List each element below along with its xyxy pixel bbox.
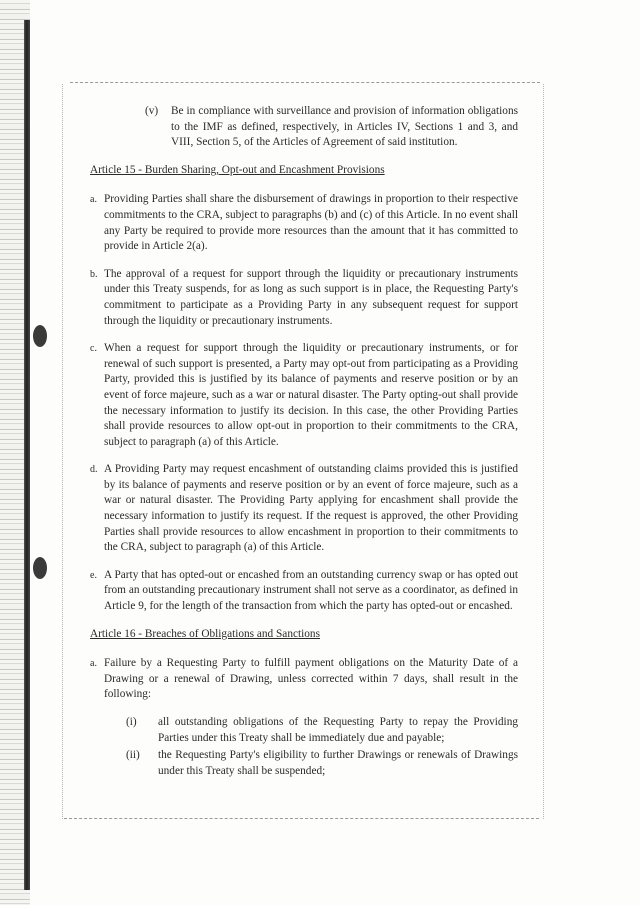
page-frame-left: [62, 84, 63, 819]
article-16-subitem-i: [126, 715, 518, 746]
page-frame-right: [543, 84, 544, 819]
item-label: (ii): [126, 749, 140, 762]
item-label: (i): [126, 716, 137, 728]
punch-hole: [33, 325, 47, 347]
article-16-heading: Article 16 - Breaches of Obligations and Sanctions: [90, 627, 320, 640]
list-item-v: [145, 104, 518, 151]
article-16-subitem-ii: [126, 748, 518, 779]
item-text: A Party that has opted-out or encashed from an outstanding currency swap or has opted out from an outstanding precautionary instrument shall not serve as a coordinator, as defined in Article 9, for the length of the transaction from which the party has opted-out or encashed.: [104, 568, 518, 613]
item-label: e.: [90, 569, 97, 581]
document-body: [90, 104, 518, 781]
article-16-item-a: [90, 656, 518, 703]
item-text: When a request for support through the liquidity or precautionary instruments, or for renewal of such support is presented, a Party may opt-out from participating as a Providing Party, provided this is justified by its balance of payments and reserve position or by an event of force majeure, such as a war or natural disaster. The Party opting-out shall provide the necessary information to justify its decision. In this case, the other Providing Parties shall provide resources to allow opt-out in proportion to their commitments to the CRA, subject to paragraph (a) of this Article.: [104, 342, 518, 448]
item-label: a.: [90, 194, 97, 206]
article-15-item-b: [90, 267, 518, 329]
item-label: b.: [90, 268, 98, 280]
item-text: Failure by a Requesting Party to fulfill payment obligations on the Maturity Date of a Drawing or a renewal of Drawing, unless corrected within 7 days, shall result in the following:: [104, 657, 518, 701]
article-15-item-a: [90, 192, 518, 254]
item-label: d.: [90, 464, 98, 476]
article-15-item-c: [90, 341, 518, 450]
item-label: (v): [145, 105, 159, 117]
item-text: all outstanding obligations of the Requesting Party to repay the Providing Parties under this Treaty shall be immediately due and payable;: [158, 716, 518, 744]
item-text: Be in compliance with surveillance and provision of information obligations to the IMF as defined, respectively, in Articles IV, Sections 1 and 3, and VIII, Section 5, of the Articles of Agreement of said institution.: [171, 105, 518, 149]
article-15-heading: Article 15 - Burden Sharing, Opt-out and Encashment Provisions: [90, 163, 385, 176]
item-text: the Requesting Party's eligibility to further Drawings or renewals of Drawings under this Treaty shall be suspended;: [158, 749, 518, 777]
item-label: a.: [90, 658, 97, 670]
item-text: Providing Parties shall share the disbursement of drawings in proportion to their respective commitments to the CRA, subject to paragraphs (b) and (c) of this Article. In no event shall any Party be required to provide more resources than the amount that it has committed to provide in Article 2(a).: [104, 193, 518, 253]
punch-hole: [33, 557, 47, 579]
article-15-item-e: [90, 568, 518, 615]
page-frame-bottom: [64, 818, 539, 819]
item-text: The approval of a request for support through the liquidity or precautionary instruments under this Treaty suspends, for as long as such support is in place, the Requesting Party's commitment to participate as a Providing Party in any subsequent request for support through the liquidity or precautionary instruments.: [104, 267, 518, 327]
item-label: c.: [90, 343, 97, 355]
scan-binding-bar: [24, 20, 30, 890]
page-frame-top: [70, 82, 540, 83]
article-15-item-d: [90, 462, 518, 556]
item-text: A Providing Party may request encashment of outstanding claims provided this is justified by its balance of payments and reserve position or by an event of force majeure, such as a war or natural disaster. The Providing Party applying for encashment shall provide the necessary information to justify its request. If the request is approved, the other Providing Parties shall provide resources to allow encashment in proportion to their commitments to the CRA, subject to paragraph (a) of this Article.: [104, 463, 518, 554]
